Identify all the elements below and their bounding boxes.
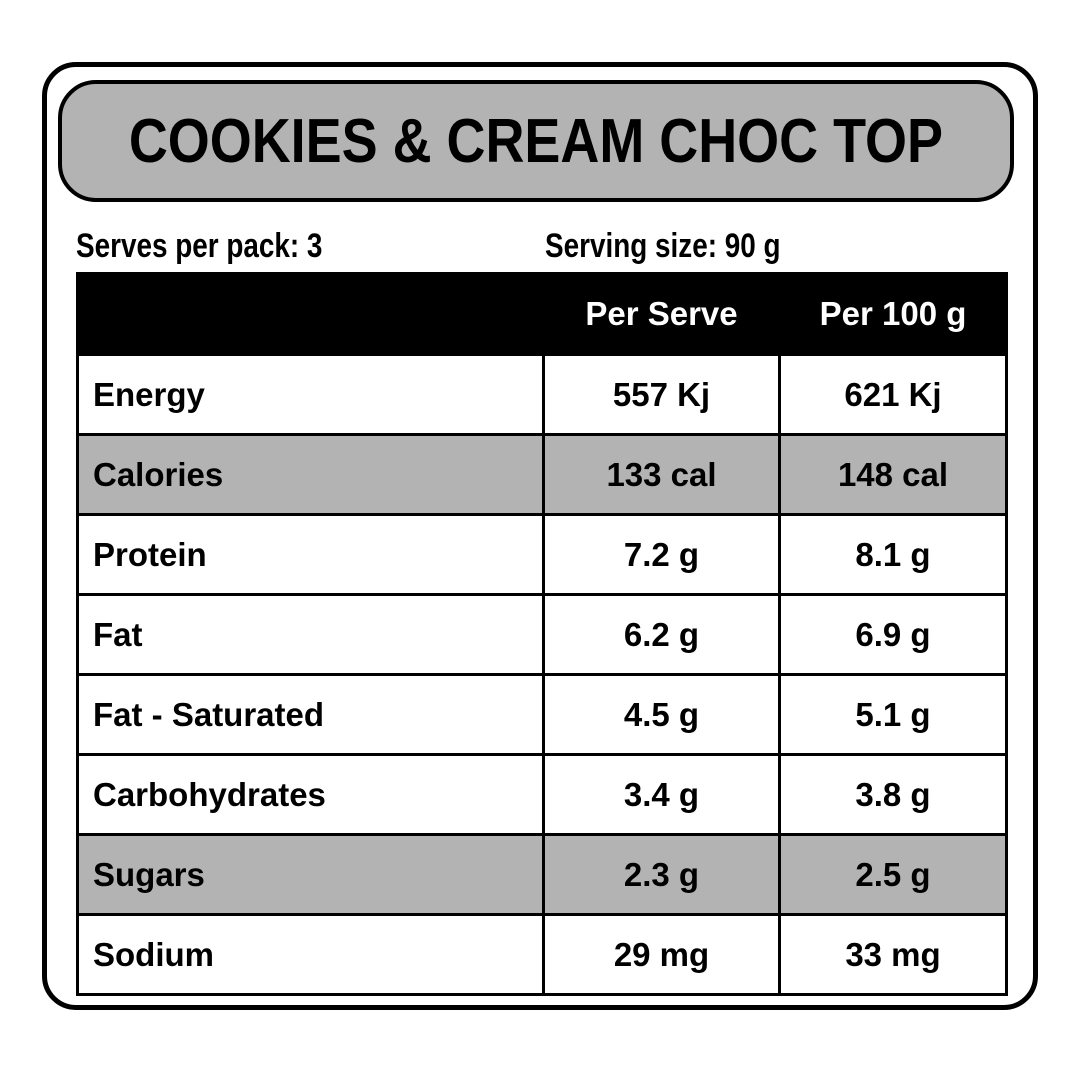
title-banner [58, 80, 1014, 202]
table-row [78, 355, 1007, 435]
serving-info-row [76, 227, 1005, 271]
row-label: Carbohydrates [78, 755, 544, 835]
row-value-per-serve: 2.3 g [544, 835, 780, 915]
nutrition-table [76, 272, 1008, 996]
row-label: Calories [78, 435, 544, 515]
header-per-serve: Per Serve [544, 274, 780, 355]
row-value-per-100g: 2.5 g [780, 835, 1007, 915]
row-value-per-serve: 29 mg [544, 915, 780, 995]
row-value-per-100g: 33 mg [780, 915, 1007, 995]
table-row [78, 435, 1007, 515]
row-label: Fat [78, 595, 544, 675]
serves-per-pack-text: Serves per pack: 3 [76, 227, 323, 265]
serving-size-text: Serving size: 90 g [545, 227, 781, 265]
table-row [78, 595, 1007, 675]
table-row [78, 835, 1007, 915]
nutrition-label-card [42, 62, 1038, 1010]
row-value-per-100g: 6.9 g [780, 595, 1007, 675]
table-row [78, 515, 1007, 595]
row-value-per-100g: 3.8 g [780, 755, 1007, 835]
table-header-row [78, 274, 1007, 355]
header-per-100g: Per 100 g [780, 274, 1007, 355]
row-value-per-serve: 133 cal [544, 435, 780, 515]
row-value-per-serve: 6.2 g [544, 595, 780, 675]
header-nutrient-blank [78, 274, 544, 355]
row-value-per-100g: 5.1 g [780, 675, 1007, 755]
row-label: Sodium [78, 915, 544, 995]
product-title: COOKIES & CREAM CHOC TOP [128, 106, 944, 176]
row-value-per-100g: 148 cal [780, 435, 1007, 515]
row-label: Fat - Saturated [78, 675, 544, 755]
table-row [78, 755, 1007, 835]
table-row [78, 675, 1007, 755]
row-value-per-serve: 4.5 g [544, 675, 780, 755]
row-label: Protein [78, 515, 544, 595]
row-label: Energy [78, 355, 544, 435]
row-value-per-100g: 621 Kj [780, 355, 1007, 435]
row-value-per-serve: 3.4 g [544, 755, 780, 835]
row-value-per-100g: 8.1 g [780, 515, 1007, 595]
row-value-per-serve: 557 Kj [544, 355, 780, 435]
row-label: Sugars [78, 835, 544, 915]
table-row [78, 915, 1007, 995]
row-value-per-serve: 7.2 g [544, 515, 780, 595]
